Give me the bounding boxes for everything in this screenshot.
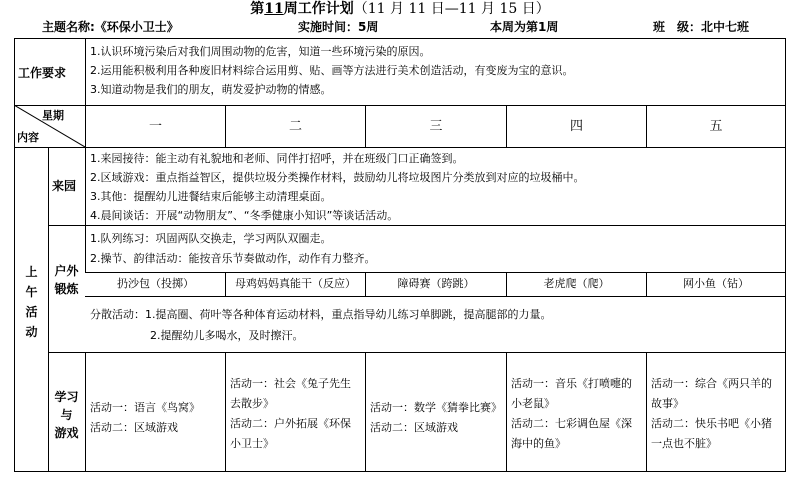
study-mon: 活动一：语言《鸟窝》 活动二：区域游戏 bbox=[90, 401, 200, 434]
outdoor-item: 2.操节、韵律活动：能按音乐节奏做动作，动作有力整齐。 bbox=[90, 252, 376, 265]
arrival-item: 2.区域游戏：重点指益智区，提供垃圾分类操作材料，鼓励幼儿将垃圾图片分类放到对应的垃圾桶中。 bbox=[90, 171, 585, 184]
duration: 实施时间：5周 bbox=[298, 20, 379, 34]
game-mon: 扔沙包（投掷） bbox=[117, 277, 194, 290]
title-prefix: 第 bbox=[250, 1, 265, 17]
split-activity: 分散活动：1.提高圈、荷叶等各种体育运动材料，重点指导幼儿练习单脚跳，提高腿部的力量。 bbox=[90, 308, 552, 321]
grid-line bbox=[85, 352, 86, 471]
day-header-mon: 一 bbox=[148, 119, 162, 134]
grid-line bbox=[48, 225, 786, 226]
arrival-item: 4.晨间谈话：开展“动物朋友”、“冬季健康小知识”等谈话活动。 bbox=[90, 209, 399, 222]
grid-line bbox=[365, 352, 366, 471]
day-header-wed: 三 bbox=[429, 119, 443, 134]
grid-line bbox=[506, 352, 507, 471]
grid-line bbox=[785, 38, 786, 471]
study-label: 学习 与 游戏 bbox=[54, 390, 79, 440]
grid-line bbox=[14, 147, 786, 148]
page-title bbox=[0, 0, 800, 18]
goal-item: 3.知道动物是我们的朋友，萌发爱护动物的情感。 bbox=[90, 83, 332, 96]
day-header-thu: 四 bbox=[569, 119, 583, 134]
grid-line bbox=[14, 471, 786, 472]
class-name: 班 级：北中七班 bbox=[653, 20, 750, 34]
theme-name: 主题名称:《环保小卫士》 bbox=[42, 20, 179, 34]
study-fri: 活动一：综合《两只羊的 故事》 活动二：快乐书吧《小猪 一点也不脏》 bbox=[651, 377, 772, 450]
game-wed: 障碍赛（跨跳） bbox=[397, 277, 475, 290]
goal-item: 1.认识环境污染后对我们周围动物的危害，知道一些环境污染的原因。 bbox=[90, 45, 431, 58]
grid-line bbox=[225, 352, 226, 471]
grid-line bbox=[14, 38, 15, 471]
corner-week-label: 星期 bbox=[42, 109, 64, 122]
arrival-item: 3.其他：提醒幼儿进餐结束后能够主动清理桌面。 bbox=[90, 190, 332, 203]
grid-line bbox=[85, 272, 786, 273]
grid-line bbox=[85, 147, 86, 272]
game-tue: 母鸡妈妈真能干（反应） bbox=[235, 277, 356, 290]
corner-content-label: 内容 bbox=[17, 131, 39, 144]
grid-line bbox=[48, 352, 786, 353]
week-number: 11 bbox=[264, 1, 284, 17]
current-week: 本周为第1周 bbox=[490, 20, 559, 34]
outdoor-label: 户外 锻炼 bbox=[54, 264, 79, 296]
game-thu: 老虎爬（爬） bbox=[543, 277, 610, 290]
grid-line bbox=[14, 38, 786, 39]
study-wed: 活动一：数学《猜拳比赛》 活动二：区域游戏 bbox=[370, 401, 502, 434]
game-fri: 网小鱼（钻） bbox=[683, 277, 749, 290]
grid-line bbox=[85, 296, 786, 297]
arrival-item: 1.来园接待：能主动有礼貌地和老师、同伴打招呼，并在班级门口正确签到。 bbox=[90, 152, 464, 165]
grid-line bbox=[646, 352, 647, 471]
study-tue: 活动一：社会《兔子先生 去散步》 活动二：户外拓展《环保 小卫士》 bbox=[230, 377, 351, 450]
grid-line bbox=[14, 105, 786, 106]
day-header-tue: 二 bbox=[288, 119, 302, 134]
date-range: （11 月 11 日—11 月 15 日） bbox=[353, 1, 550, 17]
split-activity-2: 2.提醒幼儿多喝水，及时擦汗。 bbox=[150, 329, 304, 342]
goal-item: 2.运用能积极利用各种废旧材料综合运用剪、贴、画等方法进行美术创造活动，有变废为宝的意识。 bbox=[90, 64, 574, 77]
title-main: 周工作计划 bbox=[283, 1, 354, 17]
goals-label: 工作要求 bbox=[18, 66, 67, 80]
study-thu: 活动一：音乐《打喷嚏的 小老鼠》 活动二：七彩调色屋《深 海中的鱼》 bbox=[511, 377, 632, 450]
morning-section-label: 上 午 活 动 bbox=[25, 265, 38, 339]
day-header-fri: 五 bbox=[709, 119, 723, 134]
outdoor-item: 1.队列练习：巩固两队交换走，学习两队双圈走。 bbox=[90, 232, 332, 245]
arrival-label: 来园 bbox=[52, 179, 77, 193]
